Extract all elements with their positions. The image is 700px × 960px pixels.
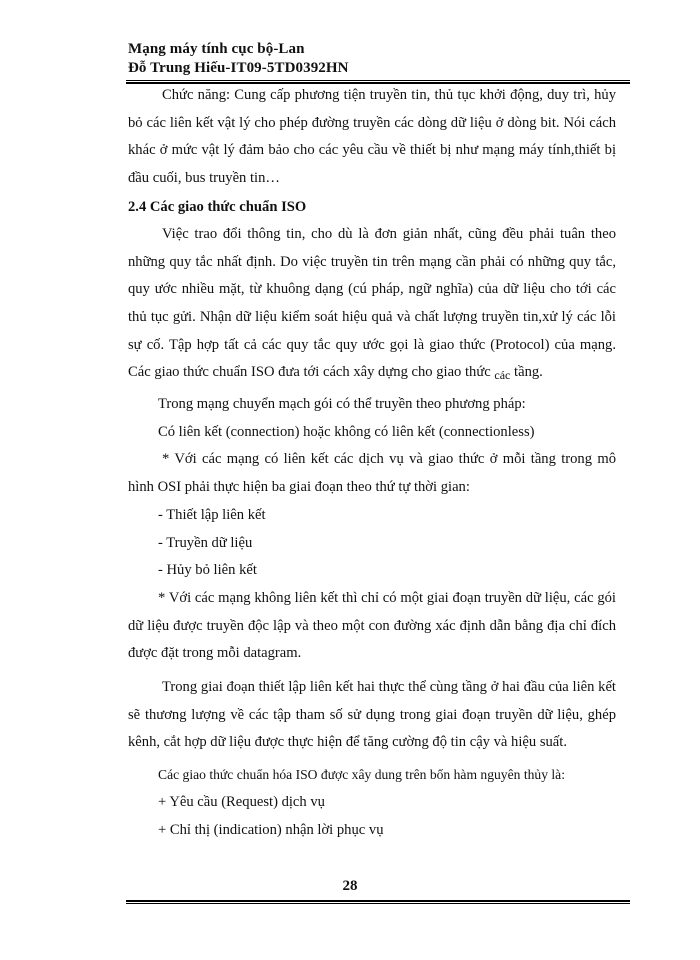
- page-number: 28: [342, 878, 358, 894]
- section-heading: 2.4 Các giao thức chuẩn ISO: [128, 198, 307, 215]
- paragraph-protocol-subscript: các: [494, 368, 511, 383]
- paragraph-function: Chức năng: Cung cấp phương tiện truyền tin, thủ tục khởi động, duy trì, hủy bỏ các liên kết vật lý cho phép đường truyền các dòng dữ liệu ở dòng bit. Nói cách khác ở mức vật lý đảm bảo cho các yêu cầu về thiết bị như mạng máy tính,thiết bị đầu cuối, bus truyền tin…: [128, 87, 616, 187]
- list-item-establish: - Thiết lập liên kết: [158, 506, 266, 523]
- document-body: [128, 80, 616, 844]
- header-author: Đỗ Trung Hiếu-IT09-5TD0392HN: [128, 60, 349, 76]
- footer-rule-thick: [126, 900, 630, 902]
- paragraph-connection-oriented: * Với các mạng có liên kết các dịch vụ và giao thức ở mỗi tầng trong mô hình OSI phải thực hiện ba giai đoạn theo thứ tự thời gian:: [128, 451, 616, 496]
- list-item-release: - Hủy bỏ liên kết: [158, 562, 257, 579]
- paragraph-connectionless: * Với các mạng không liên kết thì chỉ có một giai đoạn truyền dữ liệu, các gói dữ liệu được truyền độc lập và theo một con đường xác định dẫn bằng địa chỉ đích được đặt trong mỗi datagram.: [128, 589, 616, 662]
- paragraph-primitives: Các giao thức chuẩn hóa ISO được xây dung trên bốn hàm nguyên thủy là:: [158, 767, 565, 783]
- paragraph-packet-switching: Trong mạng chuyển mạch gói có thể truyền theo phương pháp:: [158, 396, 526, 413]
- paragraph-protocol-intro: [128, 221, 616, 387]
- footer-rule-thin: [126, 903, 630, 904]
- list-item-indication: + Chỉ thị (indication) nhận lời phục vụ: [158, 821, 384, 838]
- paragraph-negotiation: Trong giai đoạn thiết lập liên kết hai thực thể cùng tầng ở hai đầu của liên kết sẽ thương lượng về các tập tham số sử dụng trong giai đoạn truyền dữ liệu, ghép kênh, cắt hợp dữ liệu được thực hiện để tăng cường độ tin cậy và hiệu suất.: [128, 679, 616, 751]
- list-item-request: + Yêu cầu (Request) dịch vụ: [158, 793, 325, 810]
- paragraph-connection-types: Có liên kết (connection) hoặc không có liên kết (connectionless): [158, 423, 535, 440]
- page-header: [128, 40, 628, 78]
- paragraph-protocol-text: Việc trao đổi thông tin, cho dù là đơn giản nhất, cũng đều phải tuân theo những quy tắc nhất định. Do việc truyền tin trên mạng cần phải có những quy tắc, quy ước nhiều mặt, từ khuông dạng (cú pháp, ngữ nghĩa) của dữ liệu cho tới các thủ tục gửi. Nhận dữ liệu kiểm soát hiệu quả và chất lượng truyền tin,xử lý các lỗi sự cố. Tập hợp tất cả các quy tắc quy ước gọi là giao thức (Protocol) của mạng. Các giao thức chuẩn ISO đưa tới cách xây dựng cho giao thức: [128, 225, 616, 381]
- list-item-transfer: - Truyền dữ liệu: [158, 534, 253, 551]
- paragraph-protocol-end: tầng.: [514, 364, 543, 381]
- header-title: Mạng máy tính cục bộ-Lan: [128, 41, 305, 57]
